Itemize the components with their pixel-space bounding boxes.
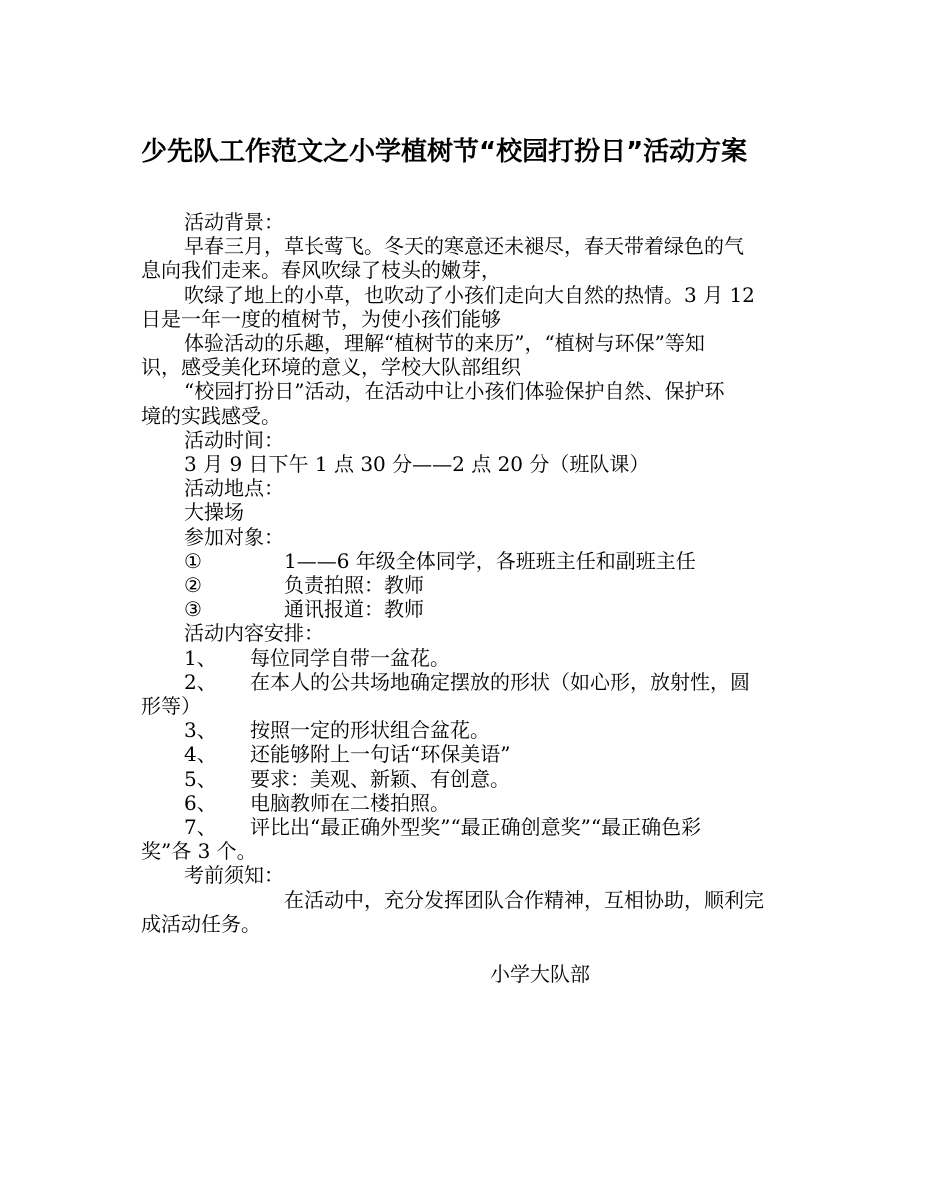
- content-item-number: 2、: [184, 669, 217, 694]
- content-item-number: 1、: [184, 645, 217, 670]
- section-heading-place: 活动地点：: [184, 476, 284, 501]
- section-heading-time: 活动时间：: [184, 427, 284, 452]
- content-item: [184, 670, 811, 694]
- background-line: 境的实践感受。: [141, 403, 281, 428]
- document-title: 少先队工作范文之小学植树节“校园打扮日”活动方案: [141, 137, 748, 167]
- notice-line: 在活动中，充分发挥团队合作精神，互相协助，顺利完: [284, 887, 764, 912]
- background-line: 息向我们走来。春风吹绿了枝头的嫩芽，: [141, 258, 501, 283]
- content-item: [184, 815, 811, 839]
- background-line: 识，感受美化环境的意义，学校大队部组织: [141, 355, 521, 380]
- participant-mark: ③: [184, 597, 202, 622]
- content-item: [184, 791, 811, 815]
- participant-item: [184, 573, 811, 597]
- content-item: [184, 767, 811, 791]
- section-heading-notice: 考前须知：: [184, 863, 284, 888]
- signature: 小学大队部: [490, 962, 590, 986]
- content-item-text: 评比出“最正确外型奖”“最正确创意奖”“最正确色彩: [250, 815, 702, 840]
- background-line: 日是一年一度的植树节，为使小孩们能够: [141, 306, 501, 331]
- participant-text: 1——6 年级全体同学，各班班主任和副班主任: [284, 548, 696, 573]
- content-item-continuation: 奖”各 3 个。: [141, 839, 257, 864]
- participant-item: [184, 597, 811, 621]
- background-line: “校园打扮日”活动，在活动中让小孩们体验保护自然、保护环: [184, 379, 725, 404]
- content-item-number: 7、: [184, 815, 217, 840]
- participant-text: 通讯报道：教师: [284, 597, 424, 622]
- participant-item: [184, 549, 811, 573]
- content-item-text: 按照一定的形状组合盆花。: [250, 718, 490, 743]
- content-item-text: 每位同学自带一盆花。: [250, 645, 450, 670]
- content-item: [184, 718, 811, 742]
- content-item-number: 6、: [184, 790, 217, 815]
- content-item-text: 电脑教师在二楼拍照。: [250, 790, 450, 815]
- content-item-number: 3、: [184, 718, 217, 743]
- content-item: [184, 646, 811, 670]
- content-item: [184, 742, 811, 766]
- participant-mark: ①: [184, 548, 202, 573]
- background-line: 早春三月，草长莺飞。冬天的寒意还未褪尽，春天带着绿色的气: [184, 234, 744, 259]
- background-line: 体验活动的乐趣，理解“植树节的来历”，“植树与环保”等知: [184, 331, 705, 356]
- content-item-continuation: 形等）: [141, 694, 201, 719]
- participant-mark: ②: [184, 573, 202, 598]
- notice-line: 成活动任务。: [141, 911, 261, 936]
- content-item-number: 5、: [184, 766, 217, 791]
- section-heading-content: 活动内容安排：: [184, 621, 324, 646]
- participant-text: 负责拍照：教师: [284, 573, 424, 598]
- time-value: 3 月 9 日下午 1 点 30 分——2 点 20 分（班队课）: [184, 452, 650, 477]
- document-body: [141, 210, 811, 936]
- section-heading-background: 活动背景：: [184, 210, 284, 234]
- place-value: 大操场: [184, 500, 244, 525]
- background-line: 吹绿了地上的小草，也吹动了小孩们走向大自然的热情。3 月 12: [184, 282, 755, 307]
- content-item-text: 要求：美观、新颖、有创意。: [250, 766, 510, 791]
- content-item-number: 4、: [184, 742, 217, 767]
- content-item-text: 在本人的公共场地确定摆放的形状（如心形，放射性，圆: [250, 669, 750, 694]
- content-item-text: 还能够附上一句话“环保美语”: [250, 742, 511, 767]
- section-heading-participants: 参加对象：: [184, 524, 284, 549]
